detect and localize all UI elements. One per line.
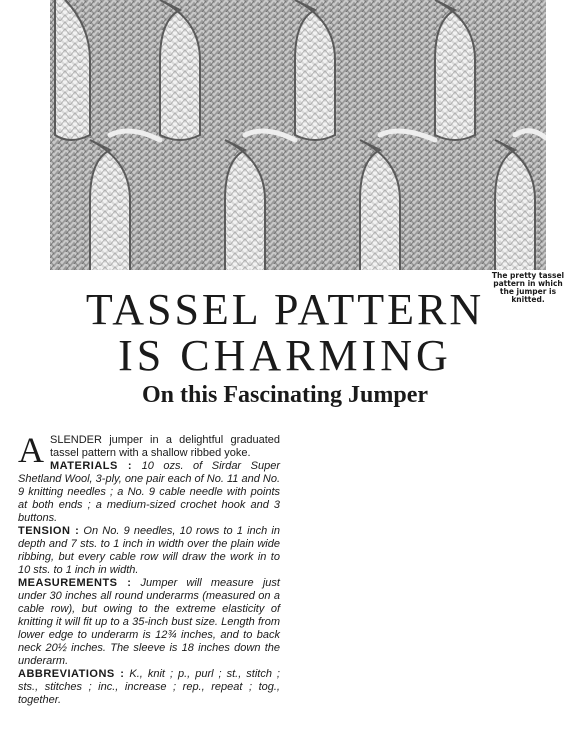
title-line-1: TASSEL PATTERN: [85, 285, 485, 334]
materials-text: 10 ozs. of Sirdar Super Shetland Wool, 3-ply, one pair each of No. 11 and No. 9 knitting needles ; a No. 9 cable needle with points at both ends ; a medium-sized crochet hook and 3 buttons.: [18, 460, 280, 524]
photo-caption: The pretty tassel pattern in which the jumper is knitted.: [491, 271, 565, 304]
title-line-2: IS CHARMING: [118, 331, 452, 380]
materials-paragraph: [18, 460, 280, 525]
knitted-pattern-photo: [50, 0, 546, 270]
tension-paragraph: [18, 525, 280, 577]
abbreviations-heading: ABBREVIATIONS :: [18, 668, 125, 680]
measurements-heading: MEASUREMENTS :: [18, 577, 132, 589]
tension-text: On No. 9 needles, 10 rows to 1 inch in depth and 7 sts. to 1 inch in width over the plain wide ribbing, but every cable row will draw the work in to 10 sts. to 1 inch in width.: [18, 525, 280, 576]
abbreviations-paragraph: [18, 668, 280, 707]
tension-heading: TENSION :: [18, 525, 80, 537]
measurements-text: Jumper will measure just under 30 inches all round underarms (measured on a cable row), but owing to the extreme elasticity of knitting it will fit up to a 35-inch bust size. Length from lower edge to underarm is 12¾ inches, and to back neck 20½ inches. The sleeve is 18 inches down the underarm.: [18, 577, 280, 667]
drop-cap: A: [18, 430, 44, 470]
measurements-paragraph: [18, 577, 280, 668]
pattern-instructions: [18, 430, 280, 707]
materials-heading: MATERIALS :: [50, 460, 133, 472]
abbreviations-text: K., knit ; p., purl ; st., stitch ; sts., stitches ; inc., increase ; rep., repeat ; tog., together.: [18, 668, 280, 706]
intro-text: SLENDER jumper in a delightful graduated tassel pattern with a shallow ribbed yoke.: [50, 434, 280, 459]
subtitle: On this Fascinating Jumper: [141, 382, 429, 408]
